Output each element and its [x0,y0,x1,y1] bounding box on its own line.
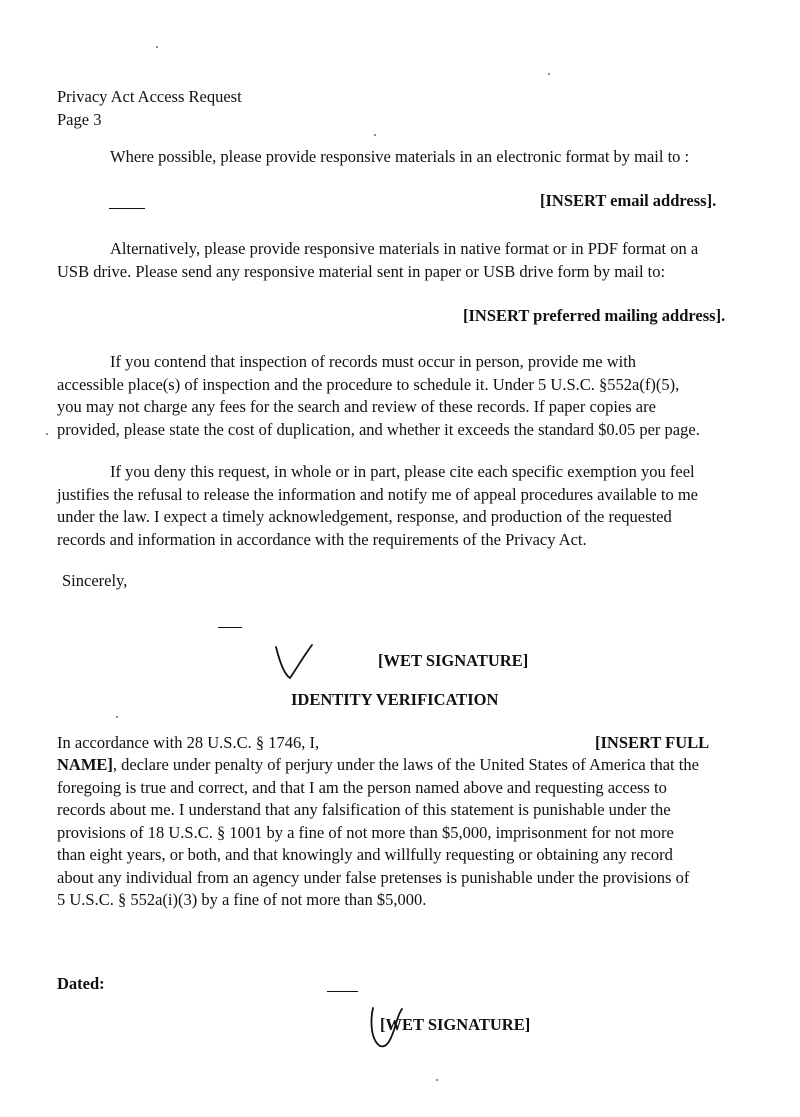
paragraph-line-rest: , declare under penalty of perjury under the laws of the United States of America that the [112,755,699,774]
full-name-placeholder-end: NAME] [57,755,113,774]
full-name-placeholder: [INSERT FULL [595,733,710,752]
scan-speck [116,716,118,718]
email-placeholder: [INSERT email address]. [540,191,717,210]
verification-paragraph [57,754,699,912]
paragraph-line: records and information in accordance with the requirements of the Privacy Act. [57,529,587,549]
paragraph-line: 5 U.S.C. § 552a(i)(3) by a fine of not more than $5,000. [57,890,427,909]
paragraph-line: USB drive. Please send any responsive material sent in paper or USB drive form by mail to: [57,261,666,281]
scan-speck [156,46,158,48]
wet-signature-label: [WET SIGNATURE] [378,651,529,670]
wet-signature-label-2: [WET SIGNATURE] [380,1015,531,1034]
paragraph-line [57,754,699,777]
closing-salutation: Sincerely, [62,571,128,590]
mailing-paragraph [57,238,698,283]
scan-speck [374,134,376,136]
signature-blank-line [218,627,242,628]
identity-verification-heading: IDENTITY VERIFICATION [291,690,499,709]
check-mark-icon [274,643,314,683]
paragraph-line: about any individual from an agency under false pretenses is punishable under the provisions of [57,867,690,887]
paragraph-line: Where possible, please provide responsive materials in an electronic format by mail to : [110,147,690,166]
paragraph-line: Alternatively, please provide responsive materials in native format or in PDF format on a [110,239,699,258]
dated-label: Dated: [57,974,105,993]
electronic-format-paragraph [110,146,689,169]
mailing-address-placeholder: [INSERT preferred mailing address]. [463,306,726,325]
paragraph-line: If you contend that inspection of records must occur in person, provide me with [110,352,637,371]
paragraph-line: foregoing is true and correct, and that I am the person named above and requesting access to [57,777,667,797]
scan-speck [548,73,550,75]
date-blank-line [327,991,358,992]
paragraph-line: you may not charge any fees for the search and review of these records. If paper copies are [57,397,656,416]
paragraph-line: under the law. I expect a timely acknowledgement, response, and production of the requested [57,507,672,526]
scan-speck [46,433,48,435]
header-title: Privacy Act Access Request [57,87,242,106]
denial-paragraph [57,461,698,551]
verification-first-line-start: In accordance with 28 U.S.C. § 1746, I, [57,733,320,752]
scan-speck [436,1079,438,1081]
paragraph-line: provisions of 18 U.S.C. § 1001 by a fine of not more than $5,000, imprisonment for not more [57,822,674,842]
page-header [57,86,242,131]
paragraph-line: If you deny this request, in whole or in part, please cite each specific exemption you feel [110,462,695,481]
paragraph-line: accessible place(s) of inspection and the procedure to schedule it. Under 5 U.S.C. §552a(f)(5), [57,374,680,394]
inspection-paragraph [57,351,700,441]
paragraph-line: justifies the refusal to release the information and notify me of appeal procedures available to me [57,484,698,504]
email-blank-line [109,208,145,209]
paragraph-line: provided, please state the cost of duplication, and whether it exceeds the standard $0.05 per page. [57,419,700,439]
paragraph-line: than eight years, or both, and that knowingly and willfully requesting or obtaining any record [57,845,673,864]
paragraph-line: records about me. I understand that any falsification of this statement is punishable under the [57,800,671,819]
header-page-number: Page 3 [57,109,102,129]
